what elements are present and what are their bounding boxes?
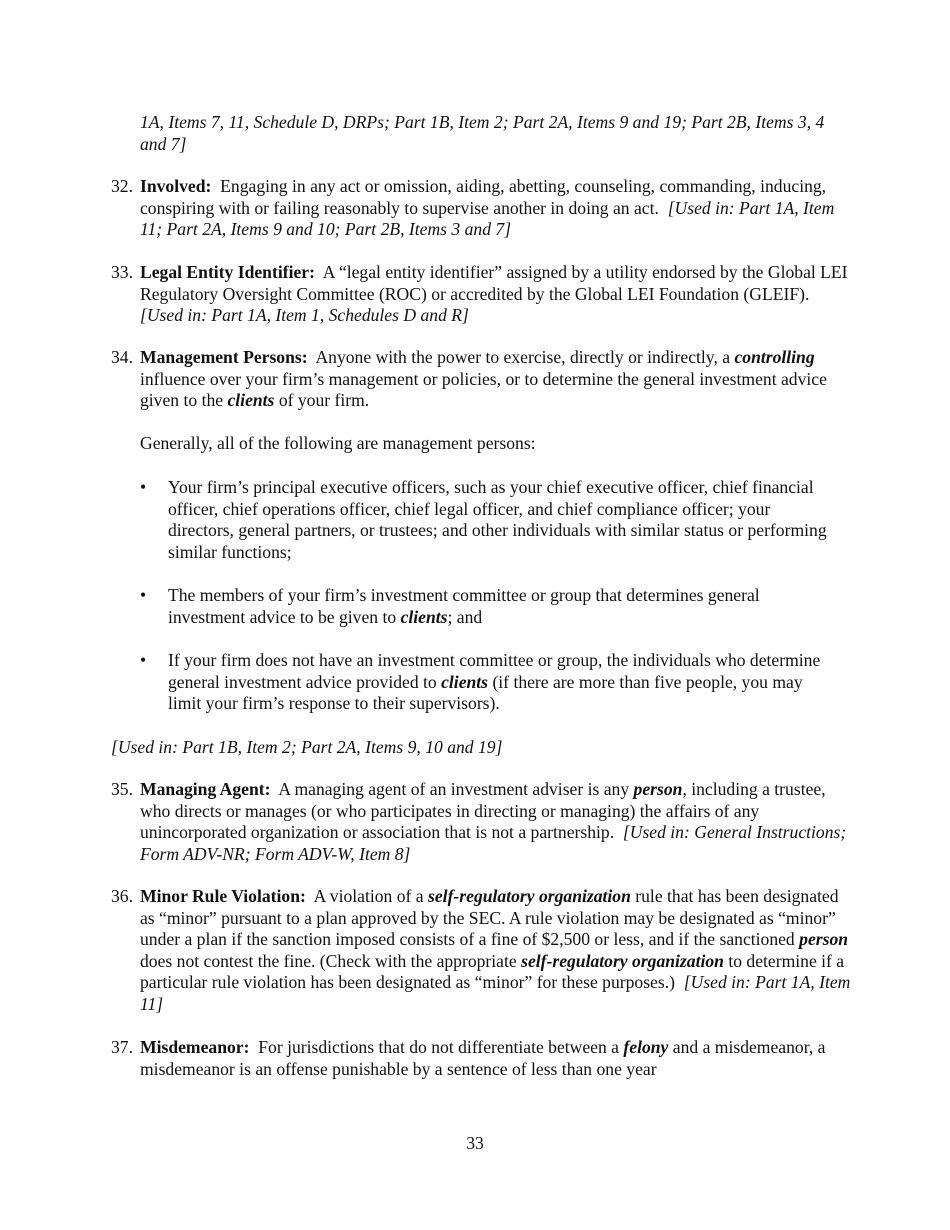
- bullet-text-part: (if there are more than five people, you may limit your firm’s response to their supervisors).: [168, 671, 803, 713]
- item-number: 32.: [111, 176, 133, 196]
- bullet-item-1: [140, 477, 840, 563]
- defined-term: Misdemeanor:: [140, 1037, 250, 1057]
- cross-referenced-term: felony: [623, 1037, 669, 1057]
- definition-text: Anyone with the power to exercise, directly or indirectly, a: [315, 347, 731, 367]
- definition-33: [111, 262, 851, 327]
- definition-text: to determine if a particular rule violation has been designated as “minor” for these purposes.): [140, 950, 845, 992]
- defined-term: Managing Agent:: [140, 779, 271, 799]
- cross-referenced-term: self-regulatory organization: [521, 950, 724, 971]
- defined-term: Involved:: [140, 176, 212, 196]
- bullet-icon: •: [140, 650, 147, 670]
- bullet-text-part: If your firm does not have an investment committee or group, the individuals who determine general investment advice provided to: [168, 650, 821, 692]
- definition-text: Engaging in any act or omission, aiding, abetting, counseling, commanding, inducing, conspiring with or failing reasonably to supervise another in doing an act.: [140, 176, 827, 218]
- definition-text: rule that has been designated as “minor” pursuant to a plan approved by the SEC. A rule violation may be designated as “minor” under a plan if the sanction imposed consists of a fine of $2,500 or less, and if the sanctioned: [140, 886, 839, 949]
- defined-term: Management Persons:: [140, 347, 308, 367]
- definition-text: A “legal entity identifier” assigned by a utility endorsed by the Global LEI Regulatory Oversight Committee (ROC) or accredited by the Global LEI Foundation (GLEIF).: [140, 262, 848, 304]
- paragraph-text: Generally, all of the following are management persons:: [140, 433, 536, 453]
- used-in-reference: [Used in: Part 1B, Item 2; Part 2A, Items 9, 10 and 19]: [111, 737, 503, 757]
- cross-referenced-term: clients: [441, 671, 489, 692]
- bullet-text: [168, 650, 840, 715]
- definition-32: [111, 176, 851, 241]
- bullet-text: Your firm’s principal executive officers, such as your chief executive officer, chief financial officer, chief operations officer, chief legal officer, and chief compliance officer; your directors, general partners, or trustees; and other individuals with similar status or performing similar functions;: [168, 477, 827, 562]
- bullet-icon: •: [140, 477, 147, 497]
- item-number: 36.: [111, 886, 133, 906]
- used-in-reference: [Used in: Part 1A, Item 11; Part 2A, Items 9 and 10; Part 2B, Items 3 and 7]: [140, 197, 835, 239]
- page-number: 33: [466, 1133, 484, 1153]
- used-in-34: [111, 737, 851, 759]
- defined-term: Minor Rule Violation:: [140, 886, 306, 906]
- definition-body: [140, 779, 851, 865]
- definition-body: [140, 1037, 851, 1080]
- cross-referenced-term: clients: [227, 390, 275, 410]
- definition-37: [111, 1037, 851, 1080]
- definition-text: and a misdemeanor, a misdemeanor is an offense punishable by a sentence of less than one year: [140, 1037, 826, 1079]
- used-in-reference: [Used in: General Instructions; Form ADV-NR; Form ADV-W, Item 8]: [140, 822, 847, 864]
- bullet-text-part: The members of your firm’s investment committee or group that determines general investment advice to be given to: [168, 585, 760, 627]
- definition-text: does not contest the fine. (Check with the appropriate: [140, 950, 517, 971]
- definition-body: [140, 347, 851, 412]
- cross-referenced-term: controlling: [734, 347, 815, 367]
- used-in-reference: [Used in: Part 1A, Item 11]: [140, 972, 851, 1014]
- item-number: 34.: [111, 347, 133, 367]
- definition-text: A managing agent of an investment adviser is any: [278, 779, 630, 799]
- bullet-icon: •: [140, 585, 147, 605]
- definition-body: [140, 176, 851, 241]
- definition-text: , including a trustee, who directs or manages (or who participates in directing or managing) the affairs of any unincorporated organization or association that is not a partnership.: [140, 779, 826, 842]
- item-number: 33.: [111, 262, 133, 282]
- definition-body: [140, 262, 851, 327]
- definition-text: A violation of a: [313, 886, 424, 906]
- definition-text: of your firm.: [278, 390, 370, 410]
- continuation-used-in: [140, 112, 850, 155]
- bullet-text: [168, 585, 840, 628]
- cross-referenced-term: person: [633, 779, 683, 799]
- bullet-item-2: [140, 585, 840, 628]
- definition-34: [111, 347, 851, 412]
- cross-referenced-term: clients: [400, 606, 448, 627]
- bullet-item-3: [140, 650, 840, 715]
- definition-text: influence over your firm’s management or policies, or to determine the general investment advice given to the: [140, 368, 827, 410]
- definition-text: For jurisdictions that do not differentiate between a: [258, 1037, 619, 1057]
- generally-paragraph: [140, 433, 840, 455]
- definition-body: [140, 886, 851, 1015]
- defined-term: Legal Entity Identifier:: [140, 262, 315, 282]
- cross-referenced-term: self-regulatory organization: [428, 886, 631, 906]
- item-number: 35.: [111, 779, 133, 799]
- definition-36: [111, 886, 851, 1015]
- cross-referenced-term: person: [799, 929, 849, 949]
- definition-35: [111, 779, 851, 865]
- used-in-reference: 1A, Items 7, 11, Schedule D, DRPs; Part 1B, Item 2; Part 2A, Items 9 and 19; Part 2B, Items 3, 4 and 7]: [140, 112, 825, 154]
- item-number: 37.: [111, 1037, 133, 1057]
- bullet-text-part: ; and: [447, 606, 483, 627]
- used-in-reference: [Used in: Part 1A, Item 1, Schedules D and R]: [140, 305, 469, 325]
